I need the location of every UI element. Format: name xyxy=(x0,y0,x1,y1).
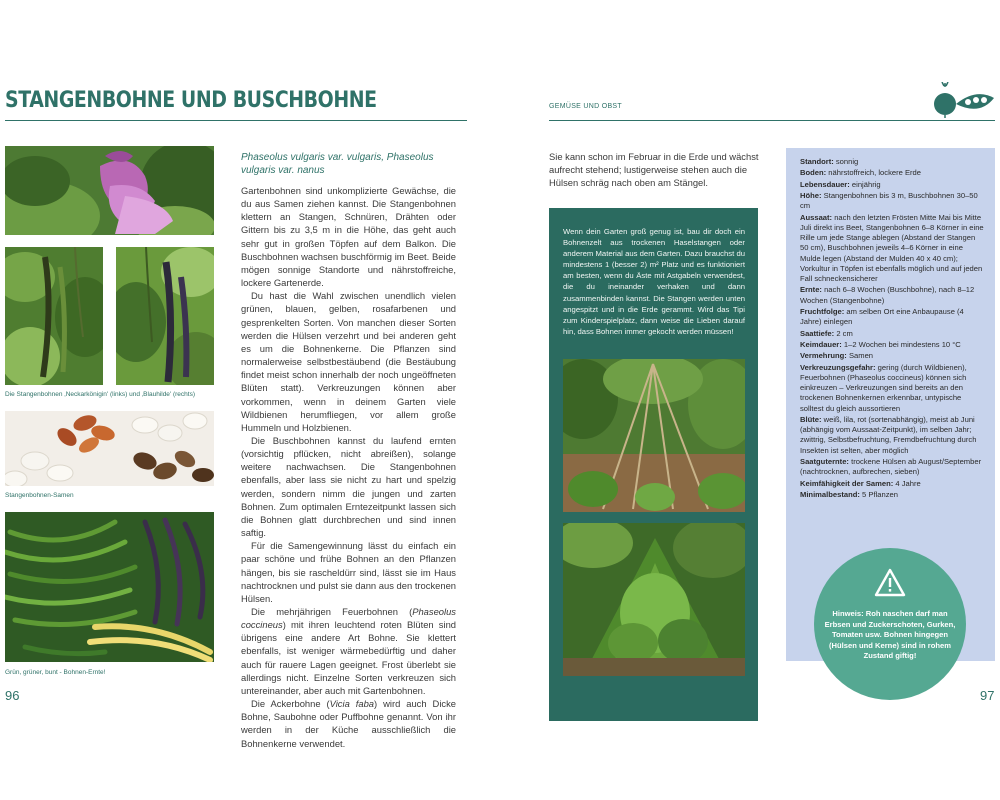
page-number-right: 97 xyxy=(980,688,995,703)
bean-tipi-photo xyxy=(563,359,745,512)
warning-icon xyxy=(874,568,906,598)
fact-item: Vermehrung: Samen xyxy=(800,351,874,361)
fact-item: Keimfähigkeit der Samen: 4 Jahre xyxy=(800,478,921,488)
caption-varieties: Die Stangenbohnen ‚Neckarkönigin' (links) und ‚Blauhilde' (rechts) xyxy=(5,391,196,398)
tip-text: Wenn dein Garten groß genug ist, bau dir doch ein Bohnenzelt aus trockenen Haselstangen oder anderem Material aus dem Garten. Dazu brauchst du mindestens 1 (besser 2) m² Platz und es funktioniert am besten, wenn du Äste mit Astgabeln verwendest, die du ineinander verhaken und dann zusammenbinden kannst. Die Stangen werden unten angespitzt und in die Erde gerammt. Wird das Tipi zum Kinderspielplatz, dann weise die Lieben darauf hin, dass Bohnen immer gekocht werden müssen! xyxy=(563,227,745,336)
fact-item: Saattiefe: 2 cm xyxy=(800,328,853,338)
fact-list xyxy=(800,157,985,501)
flower-photo xyxy=(5,146,214,235)
header-rule xyxy=(549,120,995,121)
category-label: GEMÜSE UND OBST xyxy=(549,103,622,110)
harvest-photo xyxy=(5,512,214,662)
body-text xyxy=(241,184,456,750)
fact-item: Aussaat: nach den letzten Frösten Mitte Mai bis Mitte Juli direkt ins Beet, Stangenbohnen 6–8 Körner in eine Rille um jede Stange ablegen (Abstand der Stangen 50 cm), Buschbohnen jeweils 4–6 Körner in eine Mulde legen (Abstand der Mulden 40 x 40 cm); Vorkultur in Töpfen ist ebenfalls möglich und auf jeden Fall schneckensicherer xyxy=(800,212,984,283)
body-paragraph: Gartenbohnen sind unkomplizierte Gewächse, die du aus Samen ziehen kannst. Die Stangenbohnen klettern an Stangen, Schnüren, Drähten oder Gittern bis zu 3,5 m in die Höhe, das geht auch sehr gut in großen Töpfen auf dem Balkon. Die Buschbohnen wachsen buschförmig im Beet. Beide mögen sonnige Standorte und nährstoffreiche, lockere Gartenerde. xyxy=(241,185,456,289)
variety-photo-blauhilde xyxy=(116,247,214,385)
fact-item: Blüte: weiß, lila, rot (sortenabhängig), meist ab Juni (abhängig vom Aussaat-Zeitpunkt), im selben Jahr; zwittrig, Selbstbefruchtung, Fremdbefruchtung durch Insekten ist selten, aber möglich xyxy=(800,414,977,455)
caption-seeds: Stangenbohnen-Samen xyxy=(5,492,74,499)
page-title: STANGENBOHNE UND BUSCHBOHNE xyxy=(5,88,377,113)
fact-item: Höhe: Stangenbohnen bis 3 m, Buschbohnen 30–50 cm xyxy=(800,191,978,211)
fact-item: Verkreuzungsgefahr: gering (durch Wildbienen), Feuerbohnen (Phaseolus coccineus) können sich einkreuzen – Verkreuzungen sind bereits an den trockenen Bohnenkernen erkennbar, untypische solltest du gleich aussortieren xyxy=(800,362,967,413)
fact-item: Ernte: nach 6–8 Wochen (Buschbohne), nach 8–12 Wochen (Stangenbohne) xyxy=(800,285,975,305)
body-paragraph-feuerbohne: Die mehrjährigen Feuerbohnen (Phaseolus coccineus) mit ihren leuchtend roten Blüten sind übrigens eine andere Art Bohne. Sie klettert ebenfalls, ist weniger wärmebedürftig und daher auch für rauere Lagen geeignet. Frost überlebt sie allerdings nicht. Einzelne Sorten verkreuzen sich untereinander, aber auch mit Gartenbohnen. xyxy=(241,606,456,696)
caption-harvest: Grün, grüner, bunt - Bohnen-Ernte! xyxy=(5,669,106,676)
variety-photo-neckarkoenigin xyxy=(5,247,103,385)
body-paragraph: Die Buschbohnen kannst du laufend ernten (vorsichtig pflücken, nicht abreißen), solange weitere nachwachsen. Die Stangenbohnen ebenfalls, aber lass sie nicht zu hart und spelzig werden, sondern nimm die jungen und zarten Bohnen. Zum optimalen Erntezeitpunkt lassen sich die Bohnen glatt durchbrechen und sind innen saftig. xyxy=(241,434,456,539)
body-paragraph-ackerbohne: Die Ackerbohne (Vicia faba) wird auch Dicke Bohne, Saubohne oder Puffbohne genannt. Von ihr werden in der Küche ausschließlich die Bohnenkerne verwendet. xyxy=(241,698,456,749)
latin-name: Phaseolus vulgaris var. vulgaris, Phaseolus vulgaris var. nanus xyxy=(241,152,434,176)
fact-item: Saatguternte: trockene Hülsen ab August/September (nachtrocknen, aufbrechen, sieben) xyxy=(800,456,982,477)
fact-item: Keimdauer: 1–2 Wochen bei mindestens 10 °C xyxy=(800,339,961,349)
pea-beet-icon xyxy=(932,82,996,118)
body-paragraph: Für die Samengewinnung lässt du einfach ein paar schöne und frühe Bohnen an den Pflanzen hängen, bis sie rascheldürr sind, lässt sie im Haus nachtrocknen und pulst sie dann aus den trockenen Hülsen. xyxy=(241,540,456,604)
title-rule xyxy=(5,120,467,121)
hint-text: Hinweis: Roh naschen darf man Erbsen und Zuckerschoten, Gurken, Tomaten usw. Bohnen hingegen (Hülsen und Kerne) sind in rohem Zustand giftig! xyxy=(824,609,956,660)
bean-tent-photo xyxy=(563,523,745,676)
body-paragraph: Du hast die Wahl zwischen unendlich vielen grünen, blauen, gelben, rosafarbenen und gesprenkelten Sorten. Von manchen dieser Sorten werden die Hülsen verzehrt und bei anderen geht es um die Bohnenkerne. Die Pflanzen sind normalerweise selbstbestäubend (die Bestäubung findet meist schon innerhalb der noch ungeöffneten Blüten statt). Verkreuzungen können aber vorkommen, wenn in deinem Garten viele Wildbienen herumfliegen, vor allem große Hummeln und Holzbienen. xyxy=(241,290,456,433)
seeds-photo xyxy=(5,411,214,486)
fact-item: Minimalbestand: 5 Pflanzen xyxy=(800,489,898,499)
fact-item: Fruchtfolge: am selben Ort eine Anbaupause (4 Jahre) einlegen xyxy=(800,306,964,327)
intro-text: Sie kann schon im Februar in die Erde und wächst aufrecht stehend; lustigerweise stehen auch die Hülsen schräg nach oben am Stängel. xyxy=(549,151,759,189)
page-number-left: 96 xyxy=(5,688,20,703)
fact-item: Boden: nährstoffreich, lockere Erde xyxy=(800,168,922,178)
fact-item: Standort: sonnig xyxy=(800,157,859,166)
fact-item: Lebensdauer: einjährig xyxy=(800,179,881,189)
